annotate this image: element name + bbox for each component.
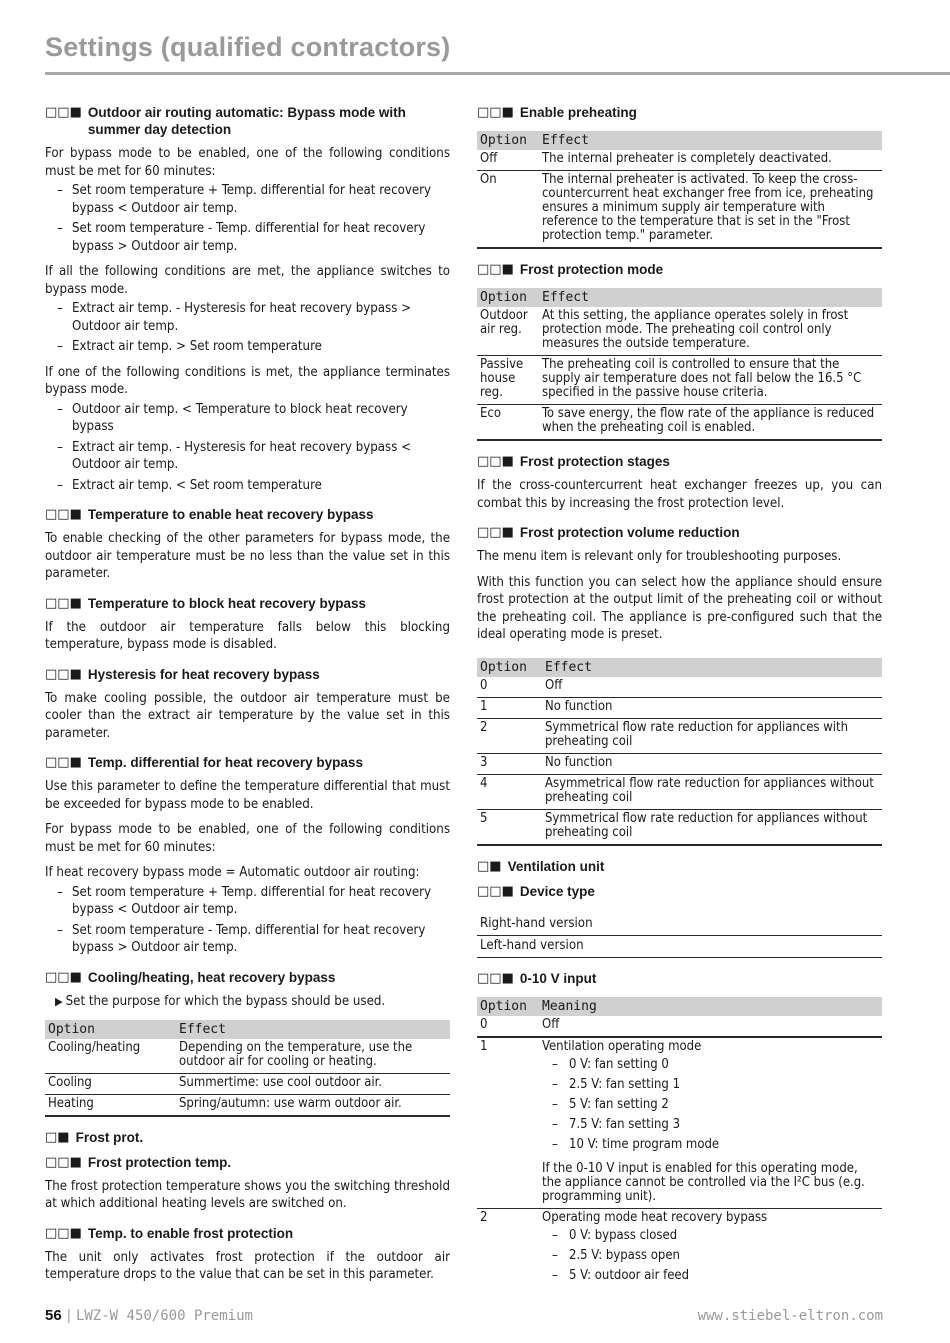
section-heading: Frost protection mode [519,262,664,277]
column-header: Option [477,288,539,307]
paragraph: If the outdoor air temperature falls below this blocking temperature, bypass mode is disabled. [45,619,450,652]
condition-list [45,401,450,495]
section-heading: Ventilation unit [507,858,605,874]
table-cell: 1 [477,1037,539,1209]
condition-list [45,182,450,255]
paragraph: If all the following conditions are met, the appliance switches to bypass mode. [45,264,450,297]
menu-level-icon: □■ [477,858,502,874]
table-row [45,1094,450,1116]
section-heading: Temp. differential for heat recovery bypass [87,755,363,770]
menu-level-icon: □□■ [477,525,514,540]
title-divider [45,72,950,75]
section-heading: Outdoor air routing automatic: Bypass mode with summer day detection [87,105,406,137]
table-cell: Left-hand version [477,935,882,957]
list-item: – Extract air temp. > Set room temperature [45,338,450,356]
section-heading: Device type [519,883,595,899]
section-heading: Frost protection volume reduction [519,525,740,540]
section-frost-prot [45,1129,450,1146]
list-item: – Set room temperature - Temp. differential for heat recovery bypass > Outdoor air temp. [45,922,450,957]
table-row [477,171,882,249]
list-item: – 2.5 V: fan setting 1 [542,1078,879,1092]
table-cell [539,1208,882,1293]
table-cell: Asymmetrical flow rate reduction for appliances without preheating coil [542,774,882,809]
table-row [477,307,882,356]
section-enable-preheating [477,104,882,249]
section-heading: Enable preheating [519,105,637,120]
table-cell: The internal preheater is activated. To keep the cross-countercurrent heat exchanger free from ice, preheating ensures a minimum supply air temperature with reference to the temperature that is set in the "Frost protection temp." parameter. [539,171,882,249]
table-cell: Cooling/heating [45,1039,176,1074]
table-cell: Off [542,677,882,698]
table-cell: The preheating coil is controlled to ensure that the supply air temperature does not fall below the 16.5 °C specified in the passive house criteria. [539,356,882,405]
action-text: Set the purpose for which the bypass should be used. [65,993,386,1009]
table-cell: Eco [477,405,539,441]
table-row [477,1208,882,1293]
page-title: Settings (qualified contractors) [45,32,451,62]
table-row [477,914,882,936]
menu-level-icon: □□■ [477,105,514,120]
row-note: If the 0-10 V input is enabled for this operating mode, the appliance cannot be controlled via the I²C bus (e.g. programming unit). [542,1160,865,1204]
section-heading: Cooling/heating, heat recovery bypass [87,969,336,985]
section-outdoor-air-routing [45,104,450,494]
menu-level-icon: □□■ [45,507,82,522]
table-cell [539,1037,882,1209]
section-cooling-heating-bypass [45,969,450,1117]
menu-level-icon: □□■ [45,969,82,985]
table-row [477,1016,882,1037]
section-frost-volume-reduction [477,524,882,846]
paragraph: For bypass mode to be enabled, one of the following conditions must be met for 60 minutes: [45,822,450,855]
condition-list [45,300,450,356]
table-row [477,697,882,718]
list-item: – 10 V: time program mode [542,1138,879,1152]
options-table [477,997,882,1293]
paragraph: To make cooling possible, the outdoor air temperature must be cooler than the extract air temperature by the value set in this parameter. [45,690,450,741]
table-row [477,774,882,809]
paragraph: For bypass mode to be enabled, one of the following conditions must be met for 60 minutes: [45,146,450,179]
section-0-10v-input [477,970,882,1293]
list-item: – Extract air temp. - Hysteresis for heat recovery bypass > Outdoor air temp. [45,300,450,335]
table-row [477,1037,882,1209]
table-cell: Right-hand version [477,914,882,936]
column-header: Option [45,1020,176,1039]
options-table [477,914,882,958]
section-device-type [477,883,882,958]
table-row [477,753,882,774]
table-cell: Summertime: use cool outdoor air. [176,1073,450,1094]
table-cell: 1 [477,697,542,718]
table-row [477,356,882,405]
list-item: – 0 V: fan setting 0 [542,1058,879,1072]
row-title: Ventilation operating mode [542,1038,702,1054]
paragraph: If one of the following conditions is met, the appliance terminates bypass mode. [45,364,450,397]
table-cell: No function [542,697,882,718]
voltage-list [542,1229,879,1283]
table-cell: Depending on the temperature, use the outdoor air for cooling or heating. [176,1039,450,1074]
table-row [477,150,882,171]
voltage-list [542,1058,879,1152]
menu-level-icon: □□■ [45,1154,82,1170]
section-frost-protection-temp [45,1154,450,1213]
table-cell: No function [542,753,882,774]
column-header: Effect [542,658,882,677]
table-cell: 3 [477,753,542,774]
table-row [45,1073,450,1094]
table-cell: Symmetrical flow rate reduction for appliances without preheating coil [542,809,882,845]
menu-level-icon: □□■ [477,262,514,277]
section-hysteresis-bypass [45,666,450,743]
section-heading: Frost protection temp. [87,1154,232,1170]
column-header: Meaning [539,997,882,1016]
table-cell: Spring/autumn: use warm outdoor air. [176,1094,450,1116]
menu-level-icon: □■ [45,1129,70,1145]
page-footer [45,1307,883,1324]
table-cell: Symmetrical flow rate reduction for appliances with preheating coil [542,718,882,753]
column-header: Effect [176,1020,450,1039]
table-cell: Outdoor air reg. [477,307,539,356]
table-cell: 4 [477,774,542,809]
paragraph: With this function you can select how the appliance should ensure frost protection at the output limit of the preheating coil or without the preheating coil. The appliance is pre-configured such that the ideal operating mode is preset. [477,574,882,642]
left-column [45,104,450,1296]
table-cell: 0 [477,1016,539,1037]
options-table [477,658,882,846]
list-item: – 0 V: bypass closed [542,1229,879,1243]
menu-level-icon: □□■ [45,666,82,682]
list-item: – Set room temperature + Temp. differential for heat recovery bypass < Outdoor air temp. [45,182,450,217]
table-row [45,1039,450,1074]
section-temp-enable-bypass [45,506,450,583]
section-heading: Temperature to enable heat recovery bypass [87,507,374,522]
paragraph: If heat recovery bypass mode = Automatic outdoor air routing: [45,865,420,880]
table-cell: At this setting, the appliance operates solely in frost protection mode. The preheating coil control only measures the outside temperature. [539,307,882,356]
section-frost-protection-stages [477,453,882,512]
table-row [477,935,882,957]
column-header: Effect [539,288,882,307]
column-header: Option [477,997,539,1016]
menu-level-icon: □□■ [477,970,514,986]
column-header: Effect [539,131,882,150]
paragraph: Use this parameter to define the temperature differential that must be exceeded for bypass mode to be enabled. [45,779,450,812]
paragraph: If the cross-countercurrent heat exchanger freezes up, you can combat this by increasing the frost protection level. [477,478,882,511]
list-item: – Set room temperature + Temp. differential for heat recovery bypass < Outdoor air temp. [45,884,450,919]
menu-level-icon: □□■ [477,454,514,469]
menu-level-icon: □□■ [45,755,82,770]
table-cell: Passive house reg. [477,356,539,405]
table-row [477,718,882,753]
list-item: – Set room temperature - Temp. differential for heat recovery bypass > Outdoor air temp. [45,220,450,255]
section-temp-enable-frost [45,1225,450,1284]
list-item: – 2.5 V: bypass open [542,1249,879,1263]
paragraph: The unit only activates frost protection if the outdoor air temperature drops to the value that can be set in this parameter. [45,1249,450,1282]
section-frost-protection-mode [477,261,882,441]
table-cell: Off [539,1016,882,1037]
table-cell: To save energy, the flow rate of the appliance is reduced when the preheating coil is enabled. [539,405,882,441]
page-number: 56 [45,1307,62,1324]
section-heading: Temperature to block heat recovery bypass [87,595,366,611]
table-cell: 5 [477,809,542,845]
action-arrow-icon: ▶ [55,994,63,1008]
options-table [477,288,882,441]
paragraph: To enable checking of the other parameters for bypass mode, the outdoor air temperature must be no less than the value set in this parameter. [45,531,450,581]
table-cell: 2 [480,1209,488,1225]
section-heading: Temp. to enable frost protection [87,1225,294,1241]
table-cell: Off [477,150,539,171]
table-row [477,405,882,441]
list-item: – Extract air temp. < Set room temperature [45,477,450,495]
right-column [477,104,882,1305]
menu-level-icon: □□■ [477,883,514,899]
table-cell: Heating [45,1094,176,1116]
column-header: Option [477,131,539,150]
list-item: – Extract air temp. - Hysteresis for heat recovery bypass < Outdoor air temp. [45,439,450,474]
table-cell: 2 [477,718,542,753]
website-url: www.stiebel-eltron.com [697,1308,883,1324]
table-cell: The internal preheater is completely deactivated. [539,150,882,171]
list-item: – 7.5 V: fan setting 3 [542,1118,879,1132]
list-item: – 5 V: outdoor air feed [542,1269,879,1283]
section-heading: 0-10 V input [519,970,597,986]
section-heading: Hysteresis for heat recovery bypass [87,666,320,682]
menu-level-icon: □□■ [45,595,82,611]
options-table [45,1020,450,1117]
menu-level-icon: □□■ [45,1225,82,1241]
menu-level-icon: □□■ [45,105,82,120]
section-temp-block-bypass [45,595,450,654]
options-table [477,131,882,249]
model-name: LWZ-W 450/600 Premium [75,1308,253,1324]
row-title: Operating mode heat recovery bypass [542,1209,768,1225]
table-cell: On [477,171,539,249]
column-header: Option [477,658,542,677]
paragraph: The menu item is relevant only for troubleshooting purposes. [477,549,842,564]
section-heading: Frost prot. [75,1129,144,1145]
list-item: – Outdoor air temp. < Temperature to block heat recovery bypass [45,401,450,436]
section-ventilation-unit [477,858,882,875]
section-temp-differential [45,754,450,957]
table-row [477,809,882,845]
table-cell: Cooling [45,1073,176,1094]
table-row [477,677,882,698]
condition-list [45,884,450,957]
list-item: – 5 V: fan setting 2 [542,1098,879,1112]
paragraph: The frost protection temperature shows you the switching threshold at which additional heating levels are switched on. [45,1178,450,1211]
table-cell: 0 [477,677,542,698]
footer-separator: | [66,1308,71,1324]
section-heading: Frost protection stages [519,454,670,469]
